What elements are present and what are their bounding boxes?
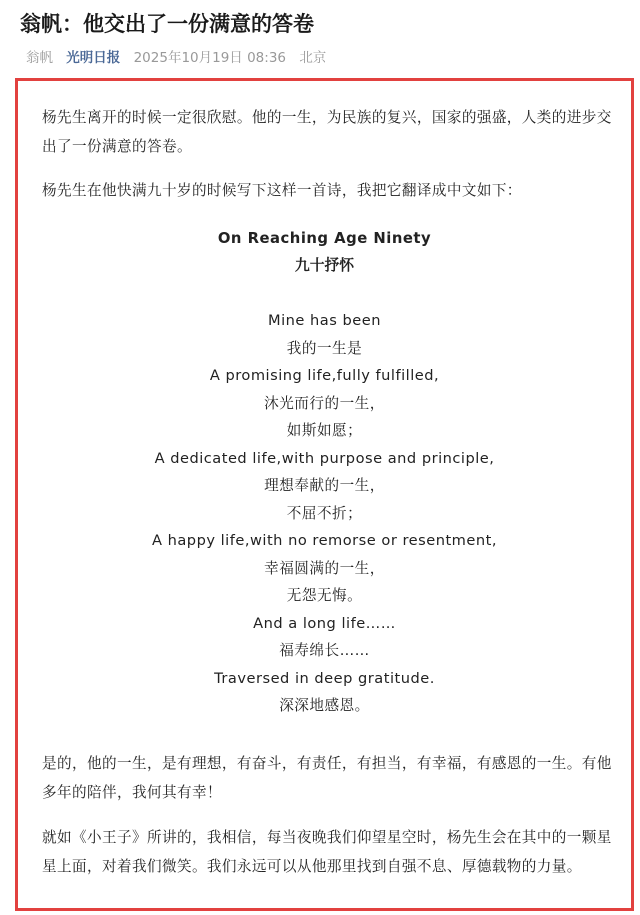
poem-line: 理想奉献的一生， xyxy=(264,477,385,494)
poem-line: 幸福圆满的一生， xyxy=(264,559,385,577)
poem-line: Traversed in deep gratitude. xyxy=(214,669,435,687)
poem-lines xyxy=(18,307,631,720)
poem-line: 深深地感恩。 xyxy=(279,697,370,714)
publish-location: 北京 xyxy=(299,50,327,66)
article-meta xyxy=(26,48,335,68)
poem-line: 无怨无悔。 xyxy=(286,587,363,604)
poem-line: 我的一生是 xyxy=(286,339,363,357)
poem-line: A happy life,with no remorse or resentment, xyxy=(151,532,497,549)
paragraph-1: 杨先生离开的时候一定很欣慰。他的一生，为民族的复兴，国家的强盛，人类的进步交出了一份满意的答卷。 xyxy=(42,109,612,155)
poem-line: A dedicated life,with purpose and principle, xyxy=(154,449,495,467)
poem-line: 沐光而行的一生， xyxy=(264,394,385,412)
poem-title-english: On Reaching Age Ninety xyxy=(217,230,432,247)
highlighted-content-frame xyxy=(15,78,634,911)
paragraph-4: 就如《小王子》所讲的，我相信，每当夜晚我们仰望星空时，杨先生会在其中的一颗星星上面，对着我们微笑。我们永远可以从他那里找到自强不息、厚德载物的力量。 xyxy=(42,829,612,875)
source-link[interactable]: 光明日报 xyxy=(66,50,121,66)
paragraph-3: 是的，他的一生，是有理想，有奋斗，有责任，有担当，有幸福，有感恩的一生。有他多年的陪伴，我何其有幸！ xyxy=(42,755,612,801)
poem-line: 如斯如愿； xyxy=(286,422,363,439)
poem-line: 不屈不折； xyxy=(286,504,363,522)
poem-line: A promising life,fully fulfilled, xyxy=(209,367,440,384)
poem-line: And a long life…… xyxy=(253,614,396,632)
publish-datetime: 2025年10月19日 08:36 xyxy=(133,50,287,66)
poem-line: 福寿绵长…… xyxy=(279,642,370,659)
poem-title-chinese: 九十抒怀 xyxy=(294,257,355,274)
author-name[interactable]: 翁帆 xyxy=(26,50,53,66)
article-title: 翁帆：他交出了一份满意的答卷 xyxy=(20,12,314,36)
poem-line: Mine has been xyxy=(268,312,381,329)
paragraph-2: 杨先生在他快满九十岁的时候写下这样一首诗，我把它翻译成中文如下： xyxy=(42,182,522,199)
